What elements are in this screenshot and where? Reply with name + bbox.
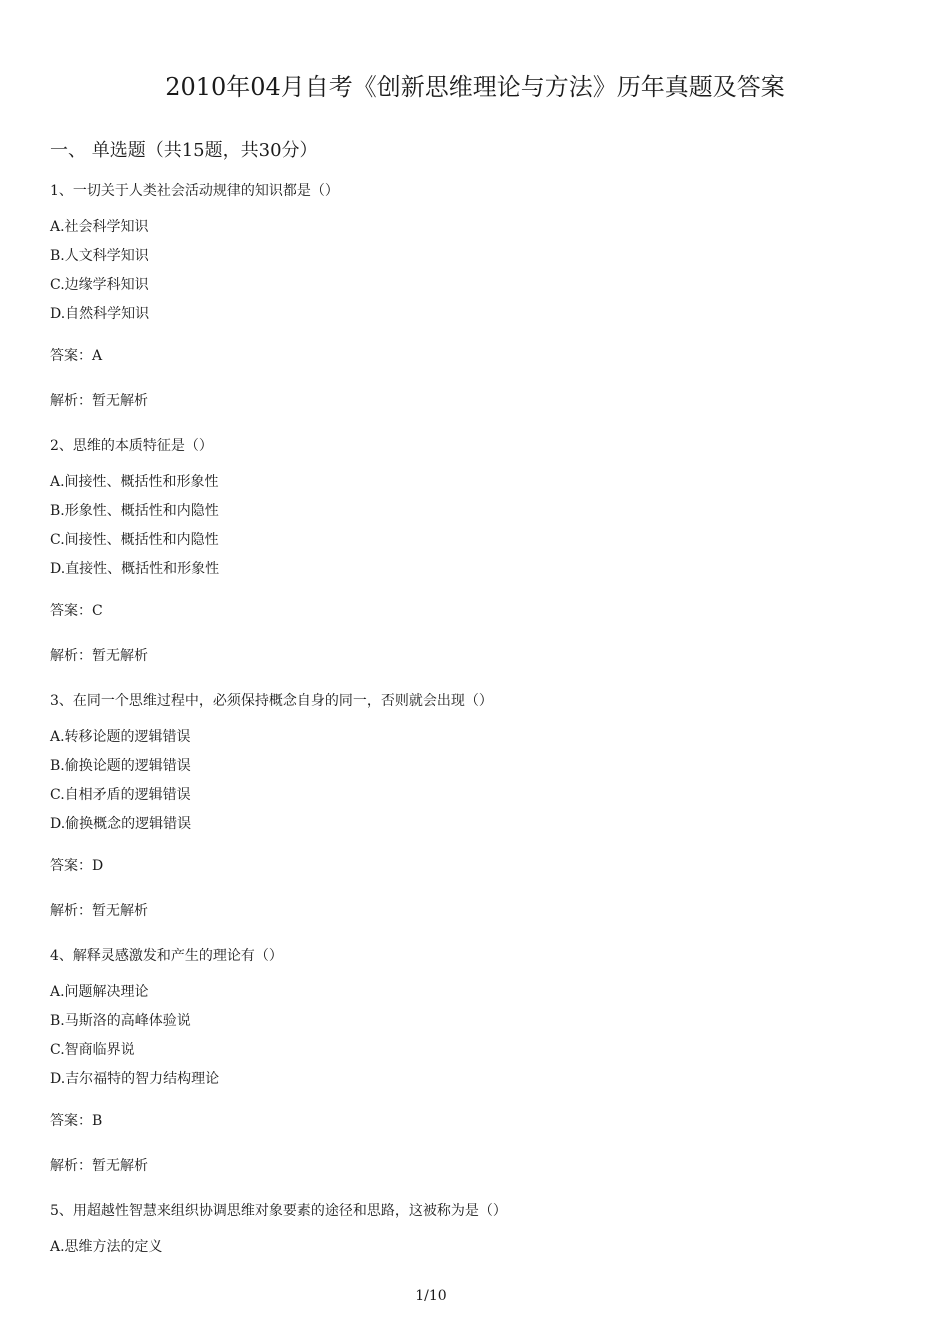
option-a: A.问题解决理论: [50, 984, 149, 1000]
option-list: [50, 981, 900, 1097]
explanation: 解析：暂无解析: [50, 903, 148, 919]
option-c: C.智商临界说: [50, 1042, 135, 1058]
question-block: [50, 435, 900, 667]
answer: 答案：B: [50, 1113, 103, 1129]
option-b: B.马斯洛的高峰体验说: [50, 1013, 191, 1029]
question-text: 3、在同一个思维过程中，必须保持概念自身的同一，否则就会出现（）: [50, 693, 493, 709]
question-text: 1、一切关于人类社会活动规律的知识都是（）: [50, 183, 339, 199]
explanation: 解析：暂无解析: [50, 1158, 148, 1174]
option-a: A.间接性、概括性和形象性: [50, 474, 219, 490]
option-list: [50, 216, 900, 332]
option-list: [50, 726, 900, 842]
explanation: 解析：暂无解析: [50, 648, 148, 664]
option-d: D.直接性、概括性和形象性: [50, 561, 220, 577]
answer: 答案：A: [50, 348, 103, 364]
question-block: [50, 945, 900, 1177]
option-b: B.形象性、概括性和内隐性: [50, 503, 219, 519]
question-text: 5、用超越性智慧来组织协调思维对象要素的途径和思路，这被称为是（）: [50, 1203, 507, 1219]
option-list: [50, 1236, 900, 1265]
option-list: [50, 471, 900, 587]
option-c: C.间接性、概括性和内隐性: [50, 532, 219, 548]
option-c: C.自相矛盾的逻辑错误: [50, 787, 191, 803]
option-a: A.社会科学知识: [50, 219, 149, 235]
option-a: A.转移论题的逻辑错误: [50, 729, 191, 745]
question-block: [50, 690, 900, 922]
question-text: 4、解释灵感激发和产生的理论有（）: [50, 948, 283, 964]
section-heading: 一、 单选题（共15题，共30分）: [50, 140, 318, 161]
option-b: B.人文科学知识: [50, 248, 149, 264]
option-b: B.偷换论题的逻辑错误: [50, 758, 191, 774]
option-a: A.思维方法的定义: [50, 1239, 163, 1255]
option-c: C.边缘学科知识: [50, 277, 149, 293]
page-number: 1/10: [415, 1288, 447, 1304]
explanation: 解析：暂无解析: [50, 393, 148, 409]
question-text: 2、思维的本质特征是（）: [50, 438, 213, 454]
answer: 答案：D: [50, 858, 104, 874]
question-block: [50, 1200, 900, 1265]
document-title: 2010年04月自考《创新思维理论与方法》历年真题及答案: [165, 73, 785, 101]
question-list: [50, 180, 900, 1278]
answer: 答案：C: [50, 603, 103, 619]
option-d: D.自然科学知识: [50, 306, 150, 322]
question-block: [50, 180, 900, 412]
option-d: D.偷换概念的逻辑错误: [50, 816, 192, 832]
option-d: D.吉尔福特的智力结构理论: [50, 1071, 220, 1087]
